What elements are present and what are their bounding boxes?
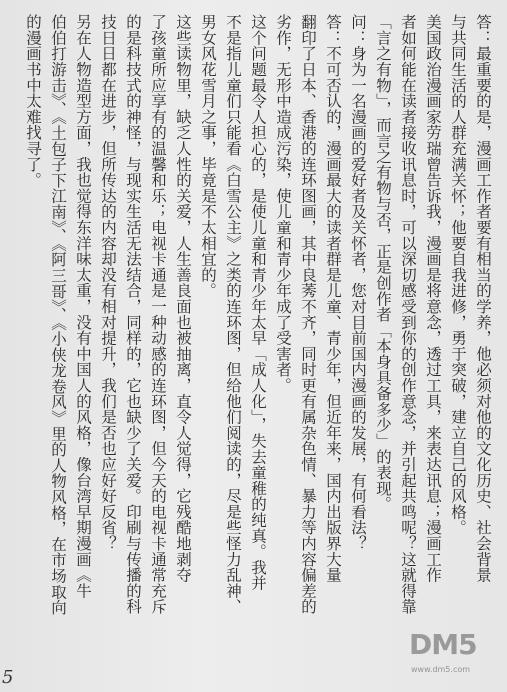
- text-column: 劣作，无形中造成污染，使儿童和青少年成了受害者。: [274, 14, 292, 394]
- text-column: 技日日都在进步，但所传达的内容却没有相对提升，我们是否也应好好反省？: [99, 14, 117, 552]
- text-column: 问：身为一名漫画的爱好者及关怀者，您对目前国内漫画的发展，有何看法？: [349, 14, 367, 552]
- text-column: 「言之有物」，而言之有物与否，正是创作者「本身具备多少」的表现。: [374, 14, 392, 512]
- text-column: 另在人物造型方面，我也觉得东洋味太重，没有中国人的风格，像台湾早期漫画《牛: [74, 14, 92, 599]
- text-column: 这个问题最令人担心的，是使儿童和青少年太早「成人化」，失去童稚的纯真。我并: [249, 14, 267, 591]
- watermark-mark: DM5: [409, 628, 477, 661]
- text-column: 不是指儿童们只能看《白雪公主》之类的连环图，但给他们阅读的，尽是些怪力乱神、: [224, 14, 242, 615]
- text-column: 了孩童所应享有的温馨和乐；电视卡通是一种动感的连环图，但今天的电视卡通常充斥: [149, 14, 167, 615]
- text-column: 男女风花雪月之事，毕竟是不太相宜的。: [199, 14, 217, 299]
- dm5-watermark-logo: [409, 628, 489, 674]
- text-column: 的漫画书中太难找寻了。: [24, 14, 42, 188]
- text-column: 翻印了日本、香港的连环图画，其中良莠不齐，同时更有属杂色情、暴力等内容偏差的: [299, 14, 317, 615]
- text-column: 美国政治漫画家劳瑞曾告诉我，漫画是将意念，透过工具，来表达讯息；漫画工作: [424, 14, 442, 583]
- text-column: 者如何能在读者接收讯息时，可以深切感受到你的创作意念，并引起共鸣呢？这就得靠: [399, 14, 417, 615]
- text-column: 伯伯打游击》、《土包子下江南》、《阿三哥》、《小侠龙卷风》里的人物风格，在市场取向: [49, 14, 67, 616]
- text-column: 这些读物里，缺乏人性的关爱，人生善良面也被抽离，直令人觉得，它残酷地剥夺: [174, 14, 192, 583]
- text-column: 答：不可否认的，漫画最大的读者群是儿童、青少年，但近年来，国内出版界大量: [324, 14, 342, 583]
- text-column: 与共同生活的人群充满关怀；他要自我进修，勇于突破，建立自己的风格。: [449, 14, 467, 536]
- watermark-url: www.dm5.com: [411, 665, 471, 674]
- vertical-text-body: [22, 14, 493, 664]
- text-column: 答：最重要的是，漫画工作者要有相当的学养，他必须对他的文化历史、社会背景: [474, 14, 492, 583]
- page-number: 5: [2, 667, 14, 688]
- text-column: 的是科技式的神怪，与现实生活无法结合，同样的，它也缺少了关爱。印刷与传播的科: [124, 14, 142, 615]
